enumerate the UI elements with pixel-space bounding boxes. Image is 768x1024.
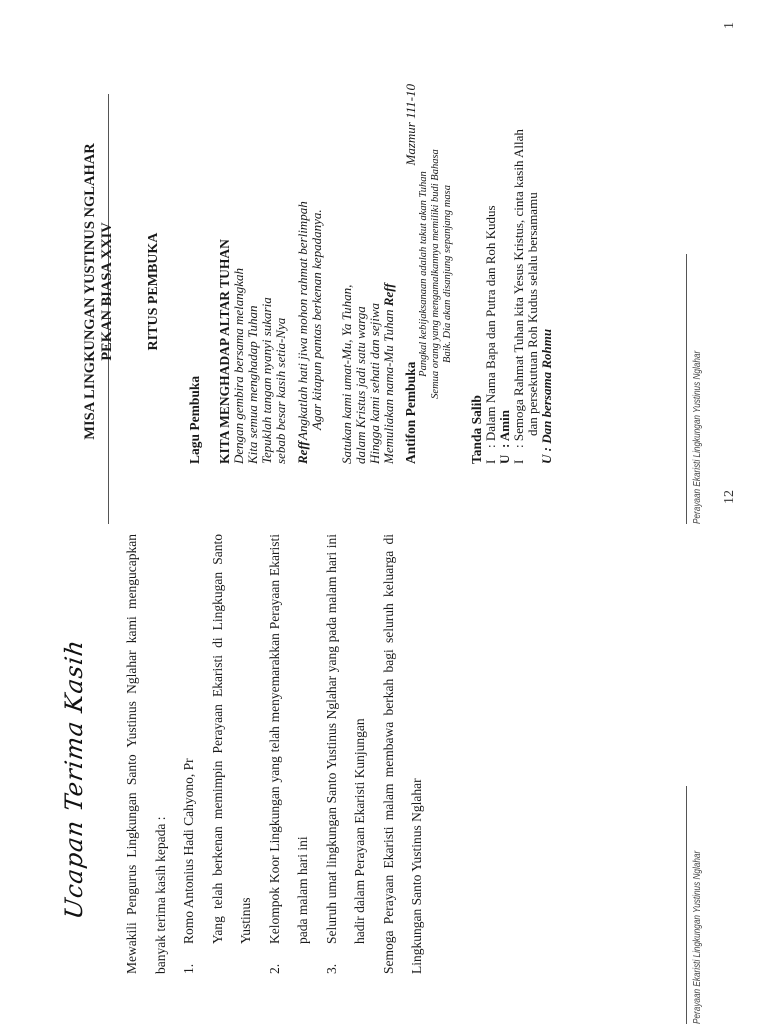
verse-line-with-reff: Memuliakan nama-Mu Tuhan Reff — [381, 283, 396, 464]
page-number: 1 — [722, 22, 737, 29]
lagu-heading: Lagu Pembuka — [187, 375, 202, 464]
section-title: RITUS PEMBUKA — [146, 232, 161, 351]
thanks-list — [175, 534, 375, 974]
thanks-title: Ucapan Terima Kasih — [60, 637, 88, 921]
dialog-response: U : Dan bersama Rohmu — [539, 328, 554, 464]
list-item: 2. Kelompok Koor Lingkungan yang telah menyemarakkan Perayaan Ekaristi pada malam hari ini — [266, 534, 310, 974]
footer-text: Perayaan Ekaristi Lingkungan Yustinus Nglahar — [692, 350, 703, 524]
verse-line: Satukan kami umat-Mu, Ya Tuhan, — [339, 284, 354, 464]
antifon-text: Pangkal kebijaksanaan adalah takut akan Tuhan Semua orang yang mengamalkannya memiliki budi Bahasa Baik. Dia akan disanjung sepanjang masa — [418, 149, 453, 399]
thanks-body — [118, 534, 432, 974]
dialog-line: I : Semoga Rahmat Tuhan kita Yesus Kristus, cinta kasih Allah dan persekutuan Roh Kudus selalu bersamamu — [511, 129, 540, 464]
list-item: 1. Romo Antonius Hadi Cahyono, Pr Yang telah berkenan memimpin Perayaan Ekaristi di Lingkugan Santo Yustinus — [181, 534, 253, 974]
antifon-header — [404, 84, 418, 464]
dialog-line: U : Amin — [497, 410, 512, 464]
ritus-content — [188, 84, 554, 464]
verse-line: Hingga kami sehati dan sejiwa — [367, 302, 382, 464]
footer-rule — [686, 254, 687, 524]
closing-paragraph: Semoga Perayaan Ekaristi malam membawa berkah bagi seluruh keluarga di Lingkungan Santo Yustinus Nglahar — [380, 534, 424, 974]
footer-text: Perayaan Ekaristi Lingkungan Yustinus Nglahar — [692, 850, 703, 1024]
list-item: 3. Seluruh umat lingkungan Santo Yustinus Nglahar yang pada malam hari ini hadir dalam Perayaan Ekaristi Kunjungan — [323, 534, 367, 974]
left-page — [0, 490, 768, 1024]
verse-line: Tepuklah tangan nyanyi sukaria — [259, 297, 274, 464]
dialog-line: I : Dalam Nama Bapa dan Putra dan Roh Kudus — [483, 205, 498, 464]
intro-paragraph: Mewakili Pengurus Lingkungan Santo Yustinus Nglahar kami mengucapkan banyak terima kasih kepada : — [124, 534, 168, 974]
tanda-heading: Tanda Salib — [469, 395, 484, 464]
antifon-heading: Antifon Pembuka — [403, 361, 418, 464]
song-title: KITA MENGHADAP ALTAR TUHAN — [217, 239, 232, 464]
footer-rule — [686, 786, 687, 1024]
reff-block: Reff Angkatlah hati jiwa mohon rahmat berlimpah Agar kitapun pantas berkenan kepadanya. — [295, 201, 324, 464]
verse-line: dalam Kristus jadi satu warga — [353, 306, 368, 464]
mass-title: MISA LINGKUNGAN YUSTINUS NGLAHAR PEKAN BIASA XXIV — [82, 143, 115, 440]
verse-line: Kita semua menghadap Tuhan — [245, 305, 260, 464]
verse-line: sebab besar kasih setia-Nya — [273, 317, 288, 464]
antifon-reference: Mazmur 111-10 — [403, 84, 418, 166]
page-number: 12 — [722, 490, 737, 504]
verse-line: Dengan gembira bersama melangkah — [231, 267, 246, 464]
